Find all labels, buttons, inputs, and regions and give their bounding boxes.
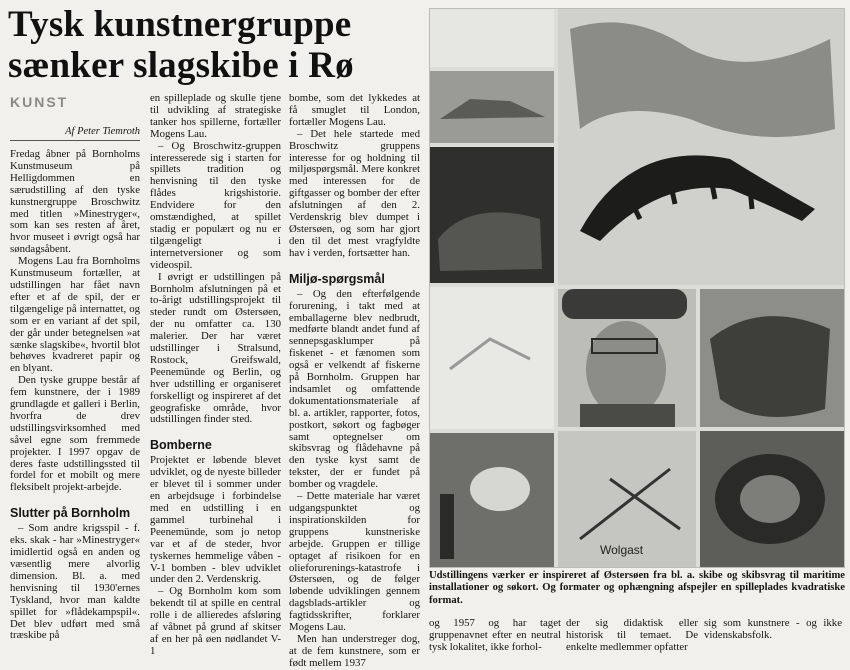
paragraph: I øvrigt er udstillingen på Bornholm afslutningen på et to-årigt udstillingsprojekt til steder rundt om Østersøen, der nu omfatter ca. 130 malerier. Der har været udstillinger i Stralsund, Rostock, Greifswald, Peenemünde og Berlin, og hver udstilling er organiseret forskelligt og inspireret af det geografiske område, hvor udstillingen finder sted.	[150, 270, 281, 426]
photo-label: Wolgast	[600, 543, 644, 557]
photo-caption: Udstillingens værker er inspireret af Østersøen fra bl. a. skibe og skibsvrag til maritime installationer og søkort. Og formater og ophængning afspejler en spilleplades kvadratiske format.	[429, 570, 845, 606]
paragraph: – Dette materiale har været udgangspunktet og inspirationskilden for gruppens kunstneriske arbejde. Gruppen er tillige optaget af risikoen for en olieforurenings-katastrofe i Østersøen, og de følger løbende udviklingen gennem dagsblads-artikler og fagtidsskrifter, forklarer Mogens Lau.	[289, 490, 420, 634]
paragraph: en spilleplade og skulle tjene til udvikling af strategiske tanker hos spillerne, fortæller Mogens Lau.	[150, 92, 281, 140]
byline-rule	[10, 140, 140, 141]
paragraph: Men han understreger dog, at de fem kunstnere, som er født mellem 1937	[289, 632, 420, 669]
paragraph: – Og Broschwitz-gruppen interesserede sig i starten for spillets tradition og henvisning til den tyske flådes krigshistorie. Endvidere for den omstændighed, at spillet stadig er populært og nu er tilgængeligt i internetversioner og som videospil.	[150, 139, 281, 271]
paragraph: bombe, som det lykkedes at få smuglet til London, fortæller Mogens Lau.	[289, 92, 420, 128]
subheading: Miljø-spørgsmål	[289, 271, 385, 286]
subheading: Bomberne	[150, 438, 212, 453]
painting-top-left	[430, 9, 554, 67]
paragraph: – Og Bornholm kom som bekendt til at spille en central rolle i de allieredes afsløring af våbnet på grund af skitser af en her på øen nødlandet V-1	[150, 585, 281, 657]
paragraph: – Og den efterfølgende forurening, i takt med at emballagerne blev nedbrudt, medførte blandt andet fund af sennepsgasklumper på fiskenet - et fænomen som også er velkendt af fiskerne på Bornholm. Gruppen har indsamlet og omfattende dokumentationsmateriale af bl. a. artikler, rapporter, fotos, postkort, søkort og fagbøger samt optegnelser om skibsvrag og flådehavne på den tyske kyst samt de tekster, der er fundet på bomber og vragdele.	[289, 287, 420, 491]
paragraph: Den tyske gruppe består af fem kunstnere, der i 1989 grundlagde et galleri i Berlin, hvorfra de drev udstillingsvirksomhed med såvel egne som fremmede projekter. I 1997 opgav de deres faste udstillingssted til fordel for et mobilt og mere fleksibelt projekt-arbejde.	[10, 374, 140, 494]
paragraph: – Som andre krigsspil - f. eks. skak - har »Minestryger« imidlertid også en anden og væsentlig mere alvorlig dimension. Bl. a. med henvisning til 1930'ernes Tyskland, hvor man kaldte spillet for »flådekampspil«. Det blev udført med små træskibe på	[10, 522, 140, 642]
bottom-column-1: og 1957 og har taget gruppenavnet efter en neutral tysk lokalitet, ikke forhol-	[429, 617, 561, 653]
subheading: Slutter på Bornholm	[10, 506, 131, 521]
paragraph: Projektet er løbende blevet udviklet, og de nyeste billeder er blevet til i sommer under en arbejdsuge i forbindelse med en udstilling i en gammel turbinehal i Peenemünde, som jo netop var et af de steder, hvor tyskernes hemmelige våben - V-1 bomben - blev udviklet under den 2. Verdenskrig.	[150, 454, 281, 586]
paragraph: Mogens Lau fra Bornholms Kunstmuseum fortæller, at udstillingen har fået navn efter et af de spil, der er tilgængelige på internattet, og som er en variant af det spil, der går under betegnelsen »at sænke slagskibe«, hvortil blot behøves kvadreret papir og en blyant.	[10, 255, 140, 375]
bottom-column-3: sig som kunstnere - og ikke videnskabsfolk.	[704, 617, 842, 641]
paragraph: – Det hele startede med Broschwitz gruppens interesse for og holdning til miljøspørgsmål. Mere konkret med interessen for de giftgasser og bomber der efter afslutningen af den 2. Verdenskrig blev dumpet i Østersøen, og som har gjort den til det mest vragfyldte hav i verden, fortsætter han.	[289, 127, 420, 259]
photo-artwork	[430, 9, 844, 567]
paragraph: Fredag åbner på Bornholms Kunstmuseum på Helligdommen en særudstilling af den tyske kunstnergruppe Broschwitz med titlen »Minestryger«, som kan ses resten af året, hvor museet i øvrigt også har søndagsåbent.	[10, 148, 140, 256]
exhibition-photo	[429, 8, 845, 568]
column-1	[10, 149, 140, 642]
headline: Tysk kunstnergruppe sænker slagskibe i Rø	[8, 4, 354, 86]
section-label: KUNST	[10, 94, 69, 110]
column-3	[289, 93, 420, 670]
painting-pale	[430, 287, 554, 429]
column-2	[150, 93, 281, 658]
bottom-column-2: der sig didaktisk eller historisk til temaet. De enkelte medlemmer opfatter	[566, 617, 698, 653]
byline: Af Peter Tiemroth	[65, 126, 140, 137]
